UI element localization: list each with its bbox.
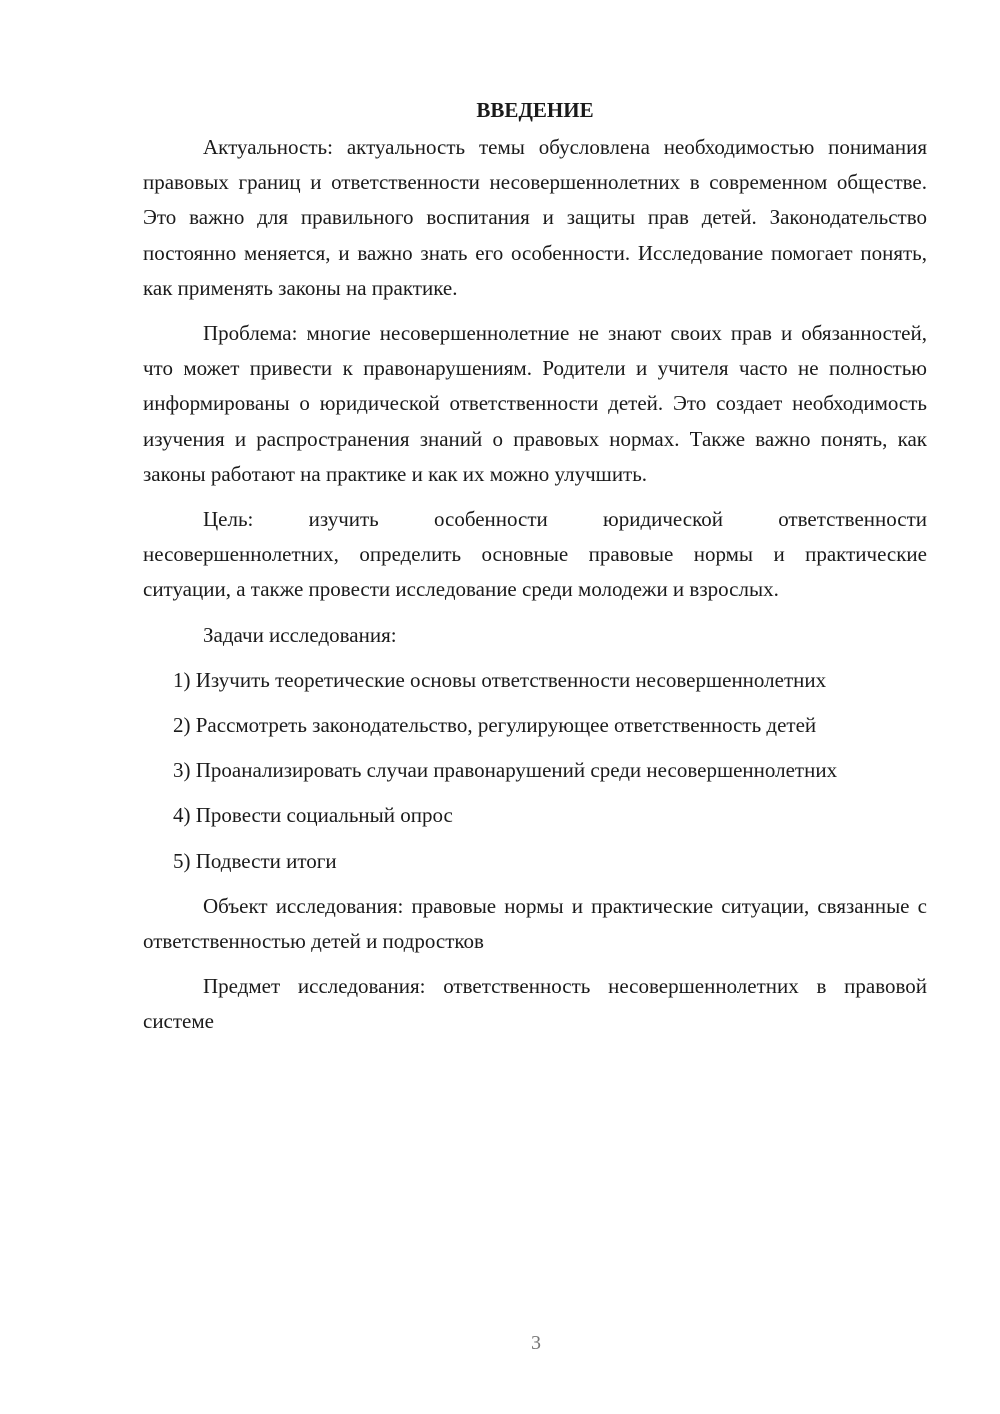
paragraph-goal: Цель: изучить особенности юридической ответственности несовершеннолетних, определить основные правовые нормы и практические ситуации, а также провести исследование среди молодежи и взрослых. [143,507,927,602]
list-item: 1) Изучить теоретические основы ответственности несовершеннолетних [173,667,827,692]
list-item: 3) Проанализировать случаи правонарушений среди несовершеннолетних [173,758,838,783]
paragraph-relevance: Актуальность: актуальность темы обусловлена необходимостью понимания правовых границ и ответственности несовершеннолетних в современном обществе. Это важно для правильного воспитания и защиты прав детей. Законодательство постоянно меняется, и важно знать его особенности. Исследование помогает понять, как применять законы на практике. [143,135,927,300]
paragraph-object: Объект исследования: правовые нормы и практические ситуации, связанные с ответственностью детей и подростков [143,893,927,954]
paragraph-subject: Предмет исследования: ответственность несовершеннолетних в правовой системе [143,974,927,1034]
tasks-heading: Задачи исследования: [203,622,397,647]
paragraph-problem: Проблема: многие несовершеннолетние не знают своих прав и обязанностей, что может привести к правонарушениям. Родители и учителя часто не полностью информированы о юридической ответственности детей. Это создает необходимость изучения и распространения знаний о правовых нормах. Также важно понять, как законы работают на практике и как их можно улучшить. [143,321,927,486]
page-title: ВВЕДЕНИЕ [476,98,594,122]
tasks-list [143,663,927,879]
list-item: 2) Рассмотреть законодательство, регулирующее ответственность детей [173,713,817,738]
list-item: 4) Провести социальный опрос [173,803,453,828]
page-number: 3 [531,1332,541,1354]
page-content [143,93,927,1050]
list-item: 5) Подвести итоги [173,848,337,873]
